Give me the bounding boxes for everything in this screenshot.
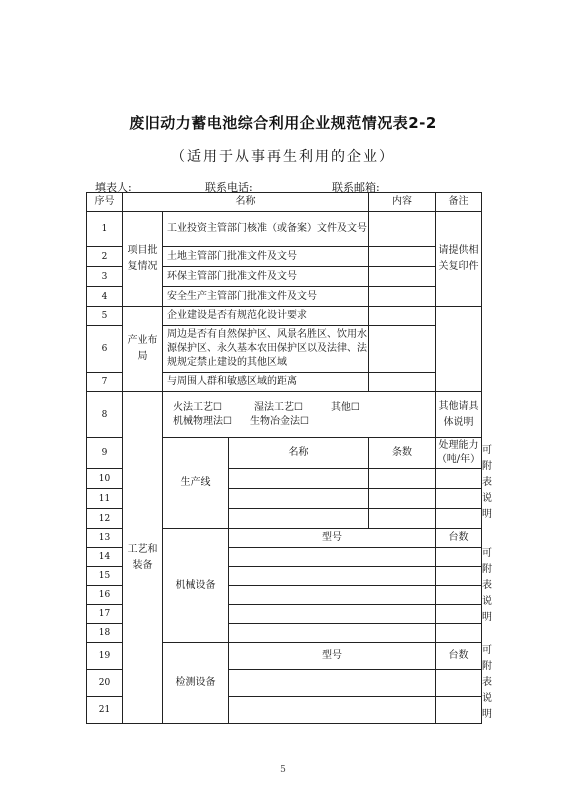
header-name: 名称 (123, 193, 369, 212)
row-number: 14 (87, 548, 123, 567)
note-approval: 请提供相关复印件 (436, 212, 482, 307)
page-title: 废旧动力蓄电池综合利用企业规范情况表2-2 (129, 114, 437, 132)
header-note: 备注 (436, 193, 482, 212)
machine-model-cell[interactable] (229, 605, 436, 624)
testing-count-cell[interactable] (436, 670, 482, 697)
option-mech[interactable]: 机械物理法☐ (173, 415, 232, 427)
row-item: 与周围人群和敏感区域的距离 (163, 373, 369, 392)
note-empty (436, 307, 482, 392)
row-number: 8 (87, 392, 123, 438)
table-row (87, 392, 482, 438)
row-number: 11 (87, 489, 123, 509)
content-cell[interactable] (369, 212, 436, 247)
production-count-cell[interactable] (369, 469, 436, 489)
row-number: 21 (87, 697, 123, 724)
machine-model-cell[interactable] (229, 586, 436, 605)
phone-label: 联系电话: (205, 181, 253, 194)
compliance-table (86, 192, 492, 724)
row-number: 16 (87, 586, 123, 605)
table-row (87, 307, 482, 326)
row-item: 企业建设是否有规范化设计要求 (163, 307, 369, 326)
filler-label: 填表人: (95, 181, 132, 194)
row-item: 安全生产主管部门批准文件及文号 (163, 287, 369, 307)
content-cell[interactable] (369, 373, 436, 392)
testing-model-cell[interactable] (229, 697, 436, 724)
table-row: 19 检测设备 型号 台数 可附表说明 (87, 643, 482, 670)
testing-col-model: 型号 (229, 643, 436, 670)
row-number: 19 (87, 643, 123, 670)
production-col-capacity: 处理能力（吨/年） (436, 438, 482, 469)
content-cell[interactable] (369, 307, 436, 326)
category-process: 工艺和装备 (123, 392, 163, 724)
production-name-cell[interactable] (229, 489, 369, 509)
row-number: 4 (87, 287, 123, 307)
machine-model-cell[interactable] (229, 624, 436, 643)
table-row (87, 212, 482, 247)
row-number: 9 (87, 438, 123, 469)
machine-count-cell[interactable] (436, 586, 482, 605)
testing-col-count: 台数 (436, 643, 482, 670)
testing-label: 检测设备 (163, 643, 229, 724)
row-number: 2 (87, 247, 123, 267)
machine-count-cell[interactable] (436, 567, 482, 586)
content-cell[interactable] (369, 247, 436, 267)
row-item: 周边是否有自然保护区、风景名胜区、饮用水源保护区、永久基本农田保护区以及法律、法规规定禁止建设的其他区域 (163, 326, 369, 373)
machine-model-cell[interactable] (229, 567, 436, 586)
production-name-cell[interactable] (229, 469, 369, 489)
production-name-cell[interactable] (229, 509, 369, 529)
option-other[interactable]: 其他☐ (330, 401, 360, 413)
machine-model-cell[interactable] (229, 548, 436, 567)
option-wet[interactable]: 湿法工艺☐ (253, 401, 303, 413)
row-item: 工业投资主管部门核准（或备案）文件及文号 (163, 212, 369, 247)
machine-count-cell[interactable] (436, 624, 482, 643)
header-seq: 序号 (87, 193, 123, 212)
table-row: 9 生产线 名称 条数 处理能力（吨/年） 可附表说明 (87, 438, 482, 469)
content-cell[interactable] (369, 267, 436, 287)
testing-count-cell[interactable] (436, 697, 482, 724)
row-number: 17 (87, 605, 123, 624)
row-item: 环保主管部门批准文件及文号 (163, 267, 369, 287)
note-other: 其他请具体说明 (436, 392, 482, 438)
option-bio[interactable]: 生物冶金法☐ (249, 415, 309, 427)
row-number: 6 (87, 326, 123, 373)
production-capacity-cell[interactable] (436, 469, 482, 489)
production-count-cell[interactable] (369, 509, 436, 529)
email-label: 联系邮箱: (332, 181, 380, 194)
row-number: 3 (87, 267, 123, 287)
machine-count-cell[interactable] (436, 605, 482, 624)
production-col-name: 名称 (229, 438, 369, 469)
machine-col-count: 台数 (436, 529, 482, 548)
option-fire[interactable]: 火法工艺☐ (173, 401, 222, 413)
header-content: 内容 (369, 193, 436, 212)
page-subtitle: （适用于从事再生利用的企业） (171, 149, 395, 165)
content-cell[interactable] (369, 326, 436, 373)
row-number: 20 (87, 670, 123, 697)
table-row: 13 机械设备 型号 台数 可附表说明 (87, 529, 482, 548)
production-capacity-cell[interactable] (436, 489, 482, 509)
machine-label: 机械设备 (163, 529, 229, 643)
row-item: 土地主管部门批准文件及文号 (163, 247, 369, 267)
production-col-count: 条数 (369, 438, 436, 469)
row-number: 15 (87, 567, 123, 586)
row-number: 10 (87, 469, 123, 489)
machine-count-cell[interactable] (436, 548, 482, 567)
row-number: 18 (87, 624, 123, 643)
header-row (87, 193, 482, 212)
row-number: 12 (87, 509, 123, 529)
content-cell[interactable] (369, 287, 436, 307)
row-number: 5 (87, 307, 123, 326)
row-number: 1 (87, 212, 123, 247)
production-label: 生产线 (163, 438, 229, 529)
row-number: 13 (87, 529, 123, 548)
row-number: 7 (87, 373, 123, 392)
machine-col-model: 型号 (229, 529, 436, 548)
category-project: 项目批复情况 (123, 212, 163, 307)
process-options (163, 392, 436, 438)
production-count-cell[interactable] (369, 489, 436, 509)
page-number: 5 (280, 765, 286, 775)
testing-model-cell[interactable] (229, 670, 436, 697)
category-layout: 产业布局 (123, 307, 163, 392)
production-capacity-cell[interactable] (436, 509, 482, 529)
